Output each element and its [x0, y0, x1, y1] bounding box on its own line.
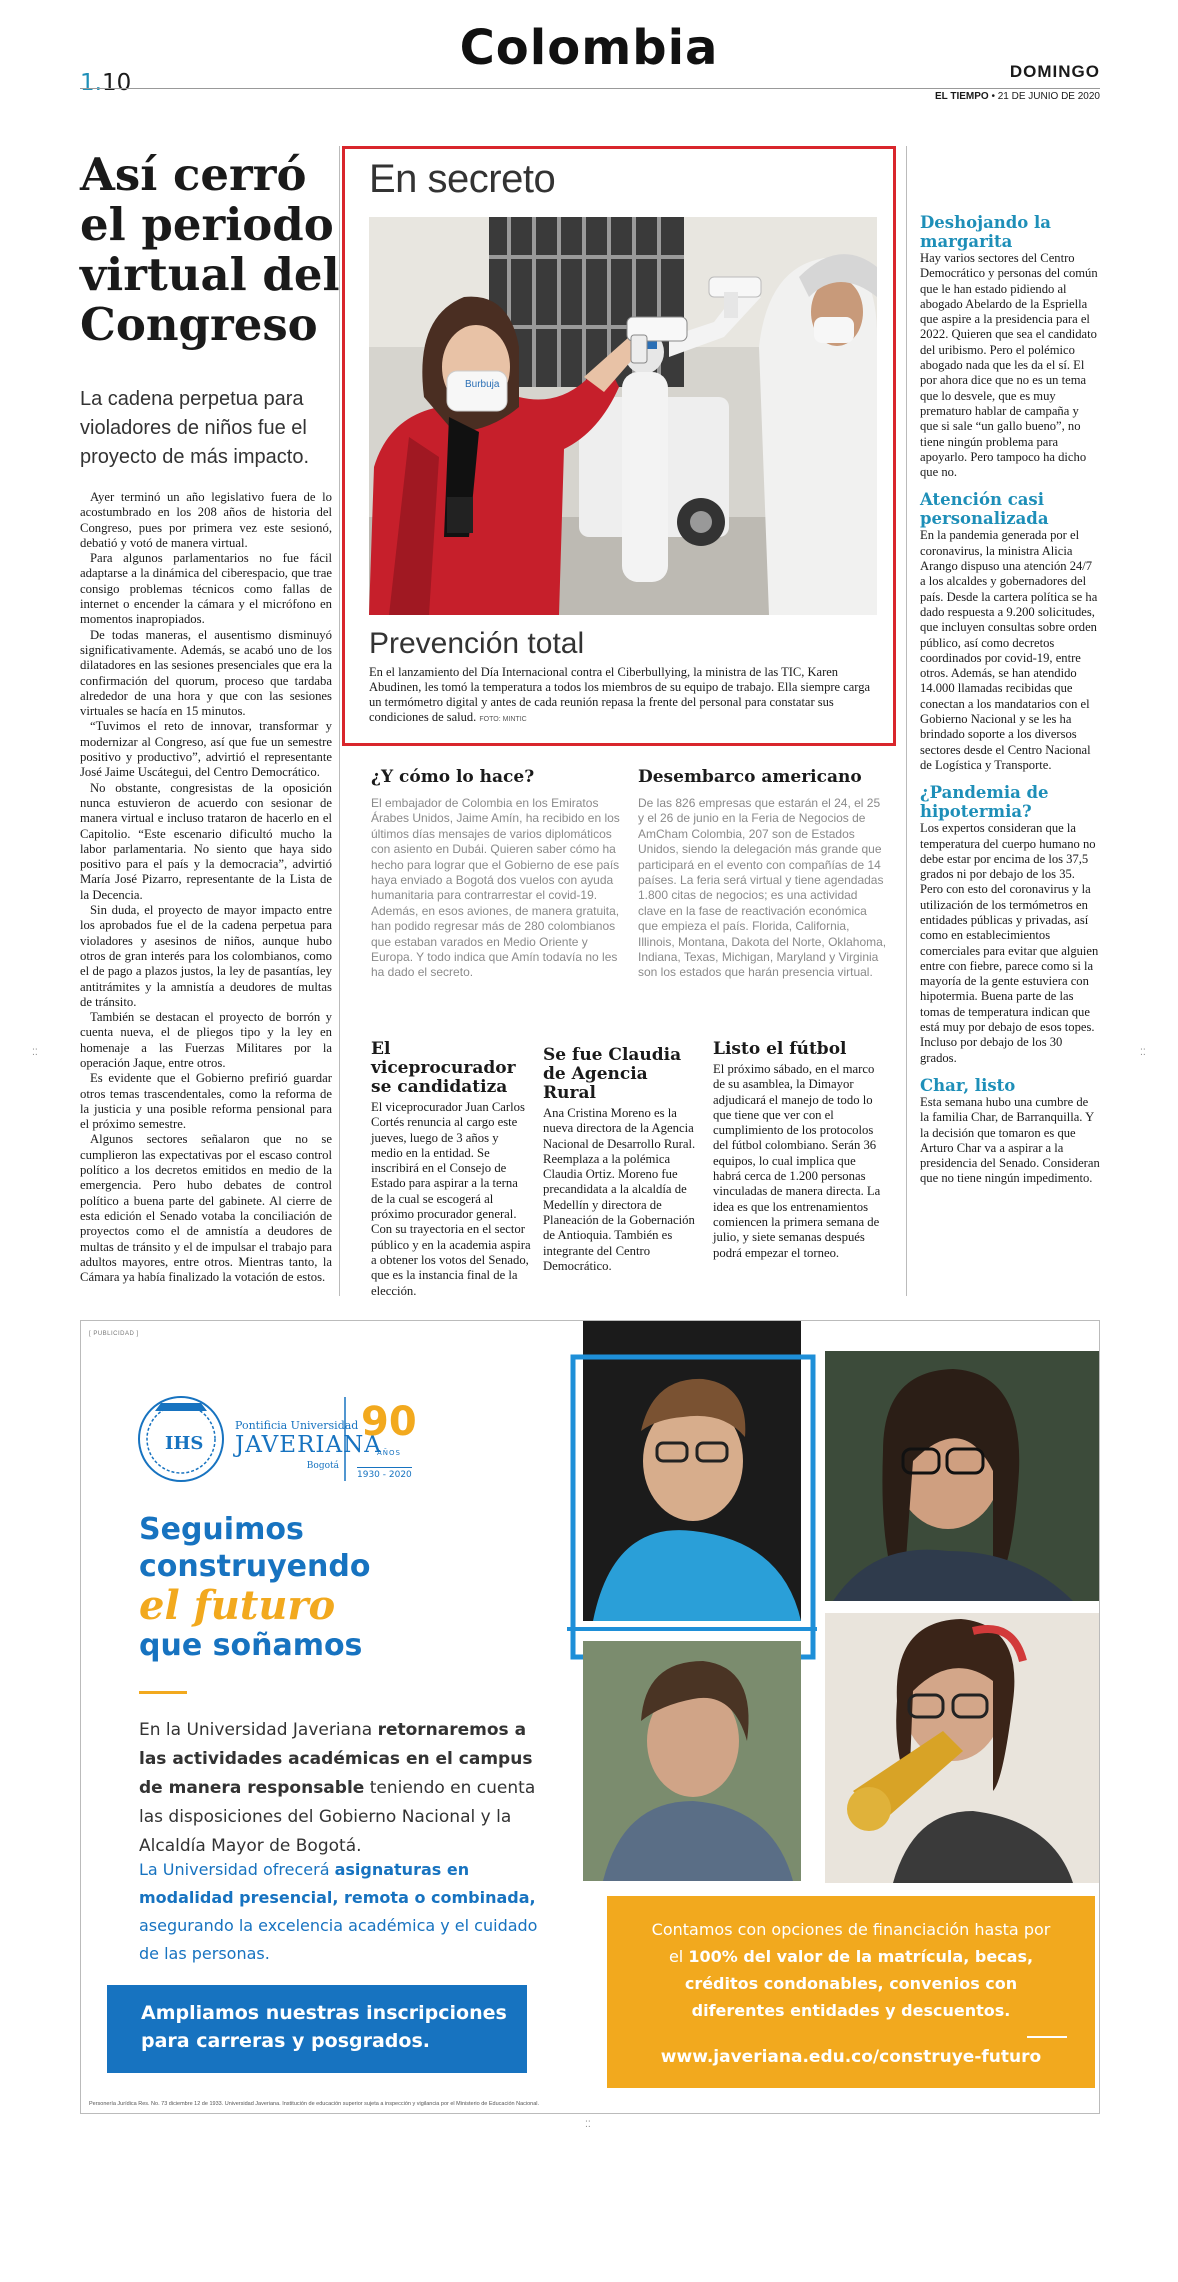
students-photo-collage — [553, 1321, 1099, 1901]
financing-text: Contamos con opciones de financiación hasta por el 100% del valor de la matrícula, becas, créditos condonables, convenios con diferentes entidades y descuentos. — [651, 1920, 1051, 2020]
section-title: Colombia — [459, 20, 719, 76]
slogan-line: que soñamos — [139, 1628, 363, 1663]
uni-name: JAVERIANA — [235, 1432, 382, 1458]
lead-deck: La cadena perpetua para violadores de niños fue el proyecto de más impacto. — [80, 388, 309, 468]
anniversary-number: 90 — [361, 1399, 417, 1445]
brief-body: En la pandemia generada por el coronavirus, la ministra Alicia Arango dispuso una atención 24/7 a los alcaldes y gobernadores del país. Desde la cartera política se ha dado respuesta a 9.200 solicitudes, que incluyen consultas sobre orden público, así como decretos coordinados por covid-19, entre otros. Además, se han atendido 14.000 llamadas recibidas que conectan a los mandatarios con el Gobierno Nacional y se les ha brindado soporte a los diversos sectores desde el Centro Nacional de Logística y Transporte. — [920, 528, 1098, 772]
story-headline: Desembarco americano — [638, 767, 862, 787]
minister-thermometer-photo — [369, 217, 877, 615]
caption-heading: Prevención total — [369, 627, 585, 660]
uni-line1: Pontificia Universidad — [235, 1419, 359, 1432]
mask-logo: Burbuja — [465, 379, 500, 390]
ad-slogan — [139, 1511, 370, 1664]
slogan-line: construyendo — [139, 1549, 371, 1584]
news-photo — [369, 217, 877, 615]
brief-headline: Char, listo — [920, 1075, 1016, 1095]
lead-paragraph: Es evidente que el Gobierno prefirió guardar otros temas trascendentales, como la reforma de la justicia y una posible reforma pensional para el próximo semestre. — [80, 1071, 332, 1132]
story-headline: Listo el fútbol — [713, 1039, 847, 1059]
story-body: El embajador de Colombia en los Emiratos Árabes Unidos, Jaime Amín, ha recibido en los últimos días mensajes de varios diplomáticos con asiento en Dubái. Quieren saber cómo ha hecho para lograr que el Gobierno de ese país haya enviado a Bogotá dos vuelos con ayuda humanitaria para contrarrestar el covid-19. Además, en esos aviones, de manera gratuita, han podido regresar más de 280 colombianos que estaban varados en Medio Oriente y Europa. Y todo indica que Amín todavía no les ha dado el secreto. — [371, 796, 620, 980]
seal-monogram: IHS — [165, 1433, 204, 1454]
slogan-accent: el futuro — [139, 1582, 336, 1629]
photo-credit: FOTO: MINTIC — [479, 716, 527, 723]
story-headline: ¿Y cómo lo hace? — [371, 767, 535, 787]
registration-mark: ⁚⁚ — [32, 1048, 38, 1058]
lead-paragraph: Para algunos parlamentarios no fue fácil adaptarse a la dinámica del ciberespacio, que trae consigo problemas técnicos como fallas de internet o encender la cámara y el micrófono en momentos inapropiados. — [80, 551, 332, 627]
enrollment-banner: Ampliamos nuestras inscripciones para carreras y posgrados. — [107, 1985, 527, 2073]
lead-headline: Así cerró el periodo virtual del Congreso — [80, 148, 340, 351]
registration-mark: ⁚⁚ — [1140, 1048, 1146, 1058]
page-number: 1.10 — [80, 70, 132, 96]
javeriana-logo — [135, 1389, 455, 1489]
column-rule — [339, 146, 340, 1296]
secret-box — [342, 146, 896, 746]
story-body: De las 826 empresas que estarán el 24, el 25 y el 26 de junio en la Feria de Negocios de AmCham Colombia, 207 son de Estados Unidos, siendo la delegación más grande que participará en el evento con compañías de 14 países. La feria será virtual y tiene agendadas 1.800 citas de negocios; es una actividad clave en la fase de reactivación económica que empieza el país. Florida, California, Illinois, Montana, Dakota del Norte, Oklahoma, Indiana, Texas, Michigan, Maryland y Virginia son los estados que harán presencia virtual. — [638, 796, 887, 980]
uni-city: Bogotá — [306, 1461, 339, 1471]
anniversary-years: 1930 - 2020 — [357, 1467, 412, 1480]
orange-box-divider — [1027, 2036, 1067, 2038]
lead-paragraph: Sin duda, el proyecto de mayor impacto entre los aprobados fue el de la cadena perpetua para violadores y asesinos de niños, aunque hubo otros de gran interés para los colombianos, como el de pago a plazos justos, la ley de pasantías, ley antitrámites y la amnistía a deudores de multas de tránsito. — [80, 903, 332, 1009]
brief-body: Los expertos consideran que la temperatura del cuerpo humano no debe estar por encima de los 37,5 grados ni por debajo de los 35. Pero con esto del coronavirus y la utilización de los termómetros en entidades públicas y privadas, así como en establecimientos comerciales para evitar que alguien entre con fiebre, parece como si la mayoría de la gente estuviera con hipotermia. Buena parte de las tomas de temperatura indican que está muy por debajo de esos topes. Incluso por debajo de los 30 grados. — [920, 821, 1099, 1065]
brief-body: Esta semana hubo una cumbre de la familia Char, de Barranquilla. Y la decisión que tomaron es que Arturo Char va a aspirar a la presidencia del Senado. Consideran que no tiene ningún impedimento. — [920, 1094, 1100, 1186]
brief-headline: ¿Pandemia de hipotermia? — [920, 783, 1049, 822]
lead-paragraph: De todas maneras, el ausentismo disminuyó significativamente. Además, se acabó uno de los dilatadores en las sesiones presenciales que era la confirmación del quorum, proceso que tardaba alrededor de una hora y que con las sesiones virtuales se hacía en 15 minutos. — [80, 627, 332, 719]
secret-heading: En secreto — [369, 157, 556, 201]
orange-divider — [139, 1691, 187, 1694]
story-headline: El viceprocurador se candidatiza — [371, 1039, 516, 1097]
slogan-line: Seguimos — [139, 1512, 304, 1547]
story-futbol — [713, 1040, 883, 1261]
lead-paragraph: También se destacan el proyecto de borrón y cuenta nueva, el de pliegos tipo y la ley en homenaje a las Fuerzas Militares por la operación Jaque, entre otros. — [80, 1010, 332, 1070]
story-body: El viceprocurador Juan Carlos Cortés renuncia al cargo este jueves, luego de 3 años y medio en la entidad. Se inscribirá en el Consejo de Estado para aspirar a la terna de la cual se escogerá al próximo procurador general. Con su trayectoria en el sector público y en la academia aspira a obtener los votos del Senado, que es la instancia final de la elección. — [371, 1100, 531, 1298]
header-rule — [80, 88, 1100, 89]
brief-body: Hay varios sectores del Centro Democrático y personas del común que le han estado pidiendo al abogado Abelardo de la Espriella que aspire a la presidencia para el 2022. Quieren que sea el candidato del uribismo. Pero el polémico abogado nada que les da el sí. El por ahora dice que no es un tema que lo desvele, que es muy prematuro hablar de campaña y que si sale “un gallo bueno”, no tiene ningún problema para apoyarlo. Pero tampoco ha dicho que no. — [920, 251, 1098, 480]
story-headline: Se fue Claudia de Agencia Rural — [543, 1045, 682, 1103]
registration-mark: ⁚⁚ — [585, 2120, 591, 2130]
anniversary-label: AÑOS — [377, 1449, 401, 1457]
day-name: DOMINGO — [1009, 62, 1100, 81]
financing-box — [607, 1896, 1095, 2088]
ad-body-modality: La Universidad ofrecerá asignaturas en modalidad presencial, remota o combinada, asegurando la excelencia académica y el cuidado de las personas. — [139, 1860, 538, 1963]
right-column — [920, 213, 1100, 1197]
ad-legal-footnote: Personería Jurídica Res. No. 73 diciembre 12 de 1933. Universidad Javeriana. Institución de educación superior sujeta a inspección y vigilancia por el Ministerio de Educación Nacional. — [89, 2101, 540, 2107]
story-viceprocurador — [371, 1040, 531, 1299]
story-desembarco — [638, 768, 888, 981]
ad-body-return: En la Universidad Javeriana retornaremos a las actividades académicas en el campus de manera responsable teniendo en cuenta las disposiciones del Gobierno Nacional y la Alcaldía Mayor de Bogotá. — [139, 1720, 536, 1856]
lead-body — [80, 490, 332, 1285]
dateline: EL TIEMPO • 21 DE JUNIO DE 2020 — [934, 91, 1100, 102]
story-body: El próximo sábado, en el marco de su asamblea, la Dimayor adjudicará el manejo de todo lo que tiene que ver con el cumplimiento de los protocolos del fútbol colombiano. Serán 36 equipos, lo cual implica que habrá cerca de 1.200 personas vinculadas de manera directa. La idea es que los entrenamientos comiencen la primera semana de julio, y siete semanas después podrá empezar el torneo. — [713, 1062, 881, 1260]
ad-url[interactable]: www.javeriana.edu.co/construye-futuro — [660, 2047, 1042, 2067]
lead-paragraph: No obstante, congresistas de la oposición nunca estuvieron de acuerdo con sesionar de manera virtual e incluso trataron de hacerlo en el Capitolio. “Este escenario dificultó mucho la labor parlamentaria. No siento que haya sido positivo para el país y la democracia”, advirtió María José Pizarro, representante de la Lista de la Decencia. — [80, 780, 332, 902]
story-body: Ana Cristina Moreno es la nueva directora de la Agencia Nacional de Desarrollo Rural. Reemplaza a la polémica Claudia Ortiz. Moreno fue precandidata a la alcaldía de Medellín y directora de Planeación de la Gobernación de Antioquia. También es integrante del Centro Democrático. — [543, 1106, 696, 1273]
lead-paragraph: Algunos sectores señalaron que no se cumplieron las expectativas por el escaso control político a los decretos emitidos en medio de la emergencia. Pero hubo debates de control político a buena parte del gabinete. Al cierre de esta edición el Senado votaba la conciliación de proyectos como el de amnistía a deudores de multas de tránsito y el de impulsar el trabajo para adultos mayores, entre otros. Mientras tanto, la Cámara ya había finalizado la votación de estos. — [80, 1132, 332, 1285]
brief-headline: Deshojando la margarita — [920, 213, 1052, 251]
brief-headline: Atención casi personalizada — [920, 490, 1049, 529]
lead-paragraph: “Tuvimos el reto de innovar, transformar y modernizar al Congreso, así que fue un semestre positivo y productivo”, advirtió el representante José Jaime Uscátegui, del Centro Democrático. — [80, 719, 332, 780]
university-ad — [80, 1320, 1100, 2114]
story-como-lo-hace — [371, 768, 621, 981]
lead-paragraph: Ayer terminó un año legislativo fuera de lo acostumbrado en los 208 años de historia del Congreso, pues por primera vez este sesionó, debatió y votó de manera virtual. — [80, 490, 332, 550]
story-agencia-rural — [543, 1046, 703, 1274]
photo-caption: En el lanzamiento del Día Internacional contra el Ciberbullying, la ministra de las TIC, Karen Abudinen, les tomó la temperatura a todos los miembros de su equipo de trabajo. Ella siempre carga un termómetro digital y antes de cada reunión repasa la frente del personal para constatar sus condiciones de salud. FOTO: MINTIC — [369, 665, 871, 724]
ad-tag: [ PUBLICIDAD ] — [89, 1331, 139, 1337]
column-rule — [906, 146, 907, 1296]
